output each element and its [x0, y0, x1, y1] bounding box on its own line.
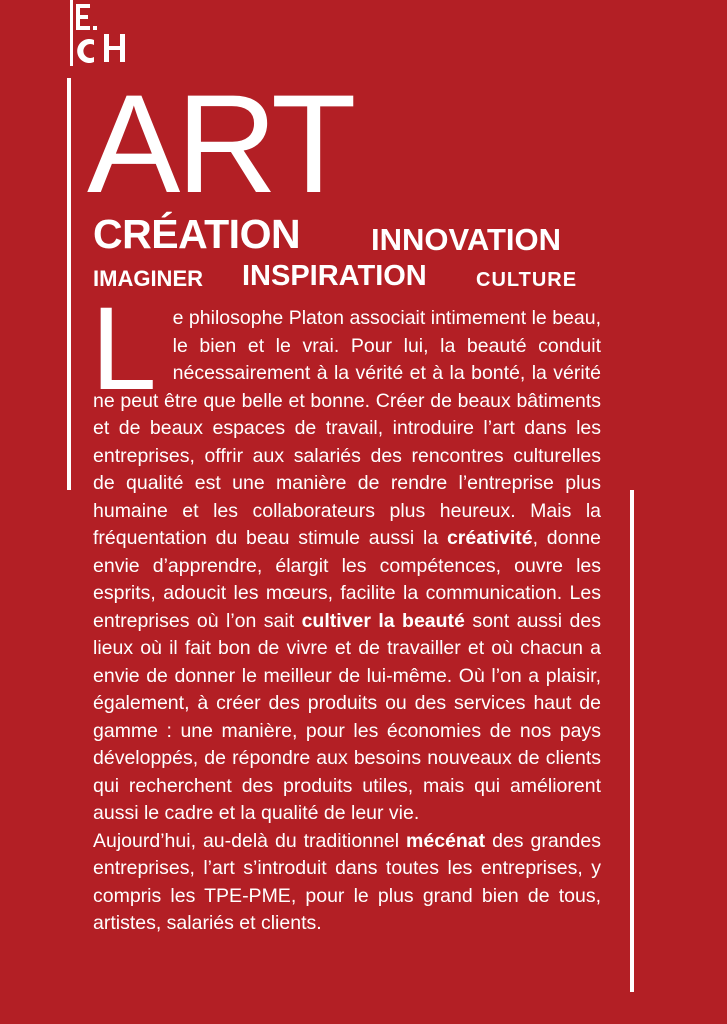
- page-title: ART: [87, 65, 353, 222]
- paragraph-1-text-e: sont aussi des lieux où il fait bon de vivre et de travailler et où chacun a envie de donner le meilleur de lui-même. Où l’on a plaisir, également, à créer des produits ou des services haut de gamme : une manière, pour les économies de nos pays développés, de répondre aux besoins nouveaux de clients qui recherchent des produits utiles, mais qui améliorent aussi le cadre et la qualité de leur vie.: [93, 609, 601, 824]
- keyword-inspiration: INSPIRATION: [242, 260, 427, 292]
- paragraph-2-text-a: Aujourd’hui, au-delà du traditionnel: [93, 829, 407, 852]
- emphasis-mecenat: mécénat: [406, 829, 486, 852]
- right-vertical-rule: [630, 490, 634, 992]
- emphasis-creativite: créativité: [446, 527, 533, 549]
- emphasis-cultiver-beaute: cultiver la beauté: [301, 609, 465, 632]
- drop-cap: L: [91, 283, 157, 415]
- ech-logo: [70, 0, 132, 66]
- keyword-culture: CULTURE: [476, 269, 578, 291]
- paragraph-1-text-a: e philosophe Platon associait intimement le beau, le bien et le vrai. Pour lui, la beauté conduit nécessairement à la vérité et à la bonté, la vérité ne peut être que belle et bonne. Créer de beaux bâtiments et de beaux espaces de travail, introduire l’art dans les entreprises, offrir aux salariés des rencontres culturelles de qualité est une manière de rendre l’entreprise plus humaine et les collaborateurs plus heureux. Mais la fréquentation du beau stimule aussi la: [93, 307, 601, 549]
- keyword-innovation: INNOVATION: [371, 222, 562, 257]
- keyword-imaginer: IMAGINER: [93, 266, 203, 291]
- keyword-creation: CRÉATION: [93, 211, 301, 257]
- paragraph-2: [93, 828, 601, 938]
- left-vertical-rule: [67, 78, 71, 490]
- paragraph-2-text-c: des grandes entreprises, l’art s’introduit dans toutes les entreprises, y compris les TPE-PME, pour le plus grand bien de tous, artistes, salariés et clients.: [93, 829, 601, 934]
- article-body: [91, 283, 601, 938]
- paragraph-1-text-c: , donne envie d’apprendre, élargit les compétences, ouvre les esprits, adoucit les mœurs, facilite la communication. Les entreprises où l’on sait: [93, 527, 601, 632]
